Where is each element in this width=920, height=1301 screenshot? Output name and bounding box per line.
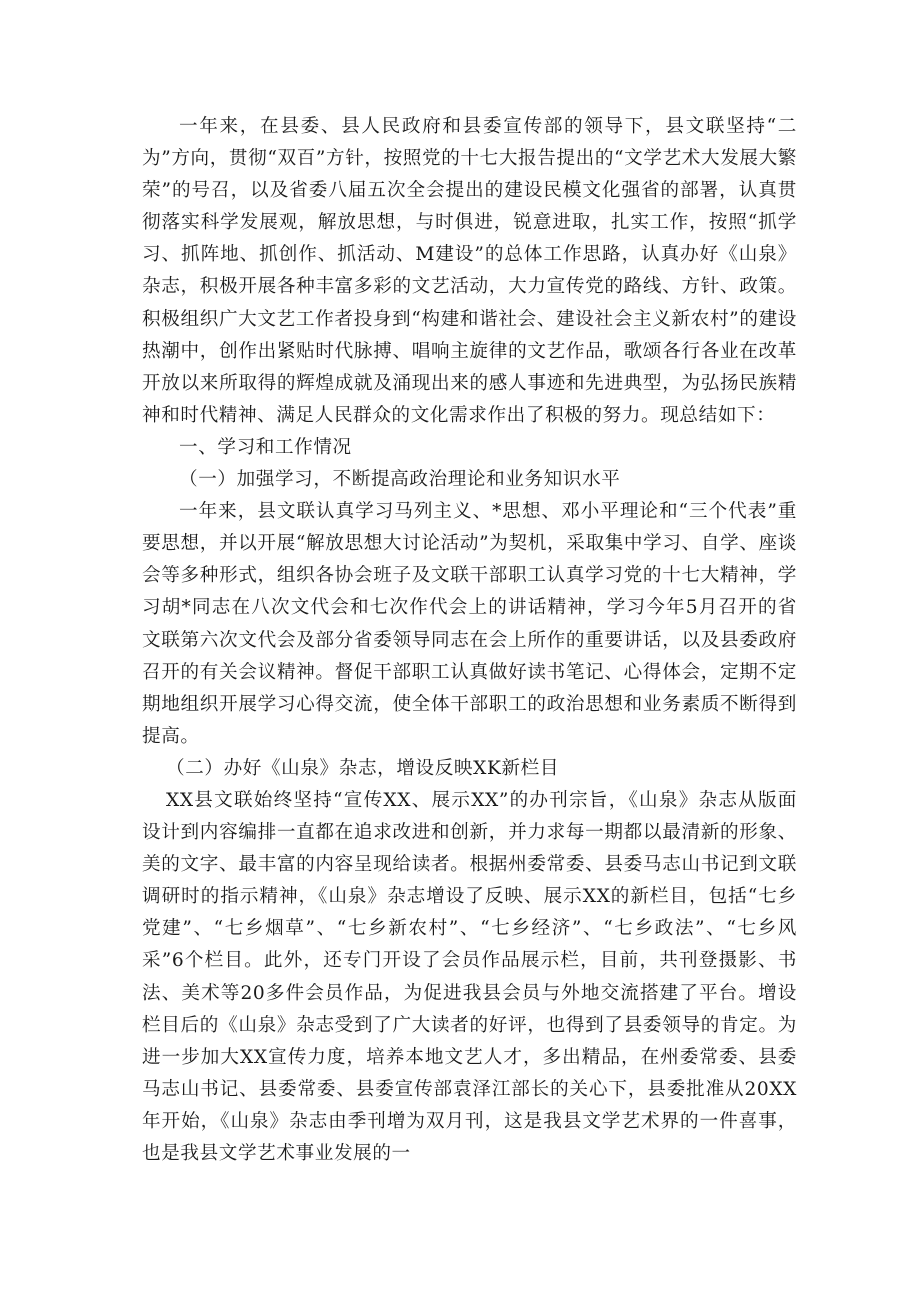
section-heading: 一、学习和工作情况 (179, 436, 352, 458)
intro-paragraph: 一年来，在县委、县人民政府和县委宣传部的领导下，县文联坚持“二为”方向，贯彻“双百”方针，按照党的十七大报告提出的“文学艺术大发展大繁荣”的号召，以及省委八届五次全会提出的建设民模文化强省的部署，认真贯彻落实科学发展观，解放思想，与时俱进，锐意进取，扎实工作，按照“抓学习、抓阵地、抓创作、抓活动、M建设”的总体工作思路，认真办好《山泉》杂志，积极开展各种丰富多彩的文艺活动，大力宣传党的路线、方针、政策。积极组织广大文艺工作者投身到“构建和谐社会、建设社会主义新农村”的建设热潮中，创作出紧贴时代脉搏、唱响主旋律的文艺作品，歌颂各行各业在改革开放以来所取得的辉煌成就及涌现出来的感人事迹和先进典型，为弘扬民族精神和时代精神、满足人民群众的文化需求作出了积极的努力。现总结如下： (142, 116, 797, 426)
study-paragraph: 一年来，县文联认真学习马列主义、*思想、邓小平理论和“三个代表”重要思想，并以开展“解放思想大讨论活动”为契机，采取集中学习、自学、座谈会等多种形式，组织各协会班子及文联干部职工认真学习党的十七大精神，学习胡*同志在八次文代会和七次作代会上的讲话精神，学习今年5月召开的省文联第六次文代会及部分省委领导同志在会上所作的重要讲话，以及县委政府召开的有关会议精神。督促干部职工认真做好读书笔记、心得体会，定期不定期地组织开展学习心得交流，使全体干部职工的政治思想和业务素质不断得到提高。 (142, 501, 797, 747)
document-body (142, 111, 797, 1170)
magazine-paragraph: XX县文联始终坚持“宣传XX、展示XX”的办刊宗旨，《山泉》杂志从版面设计到内容编排一直都在追求改进和创新，并力求每一期都以最清新的形象、美的文字、最丰富的内容呈现给读者。根据州委常委、县委马志山书记到文联调研时的指示精神，《山泉》杂志增设了反映、展示XX的新栏目，包括“七乡党建”、“七乡烟草”、“七乡新农村”、“七乡经济”、“七乡政法”、“七乡风采”6个栏目。此外，还专门开设了会员作品展示栏，目前，共刊登摄影、书法、美术等20多件会员作品，为促进我县会员与外地交流搭建了平台。增设栏目后的《山泉》杂志受到了广大读者的好评，也得到了县委领导的肯定。为进一步加大XX宣传力度，培养本地文艺人才，多出精品，在州委常委、县委马志山书记、县委常委、县委宣传部袁泽江部长的关心下，县委批准从20XX年开始，《山泉》杂志由季刊增为双月刊，这是我县文学艺术界的一件喜事，也是我县文学艺术事业发展的一 (142, 789, 797, 1164)
subsection-heading-2: （二）办好《山泉》杂志，增设反映XK新栏目 (166, 757, 560, 779)
subsection-heading-1: （一）加强学习，不断提高政治理论和业务知识水平 (179, 469, 621, 491)
